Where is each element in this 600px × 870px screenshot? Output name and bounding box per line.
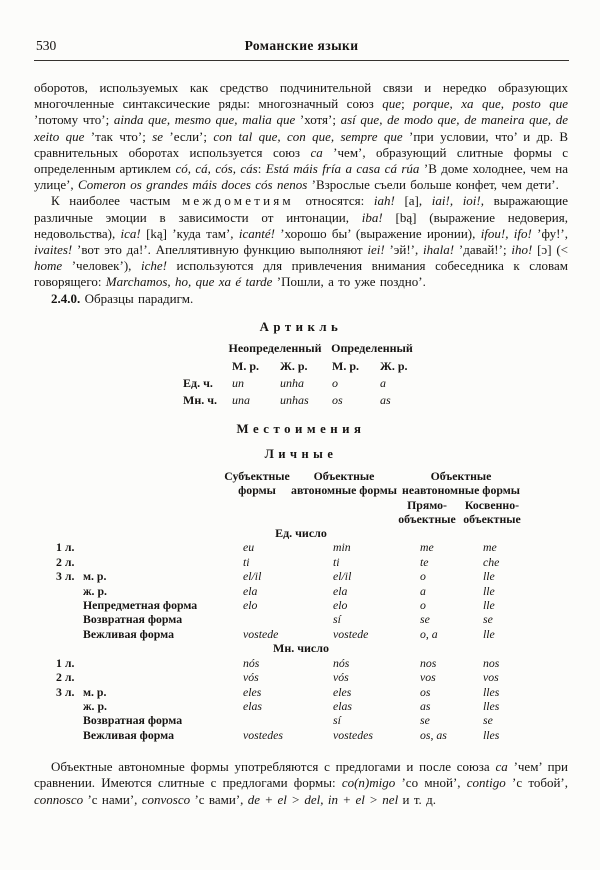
page-number: 530 — [36, 38, 57, 53]
table-cell: 1 л. — [56, 540, 75, 555]
text-segment: используются для привлечения внимания собеседника к словам говорящего: — [34, 258, 568, 290]
table-cell: el/il — [243, 569, 262, 584]
text-segment: ’фу!’, — [531, 225, 569, 241]
header-line: объектные — [398, 512, 456, 527]
pronoun-column-headers — [34, 469, 568, 526]
table-cell: 3 л. — [56, 569, 75, 584]
paragraph-conjunctions — [34, 80, 568, 193]
table-row — [56, 713, 568, 727]
table-cell — [56, 728, 83, 742]
plural-rows — [34, 656, 568, 742]
text-segment: ’Пошли, а то уже поздно’. — [272, 274, 426, 290]
text-segment: ainda que, mesmo que, malia que — [113, 112, 296, 128]
table-cell: м. р. — [83, 569, 107, 584]
text-segment: ’вот это да!’. Апеллятивную функцию выполняют — [72, 242, 368, 258]
table-cell: Мн. ч. — [183, 392, 218, 407]
table-cell: lle — [483, 569, 495, 584]
header-line: Объектные — [313, 468, 375, 483]
table-cell: eles — [333, 684, 352, 699]
header-line: Косвенно- — [464, 497, 520, 512]
table-cell: el/il — [333, 569, 352, 584]
table-cell — [56, 713, 83, 727]
table-cell: os — [332, 392, 343, 407]
table-cell: nós — [333, 655, 350, 670]
table-row — [56, 670, 568, 684]
header-line: автономные формы — [291, 483, 397, 498]
table-cell: 2 л. — [56, 554, 75, 569]
table-cell: ela — [243, 583, 258, 598]
text-segment: Está máis fría a casa cá rúa — [265, 161, 420, 177]
singular-rows — [34, 540, 568, 641]
text-segment: connosco — [34, 791, 84, 807]
table-cell: che — [483, 554, 500, 569]
text-segment: iah! — [373, 193, 395, 209]
table-row — [183, 375, 568, 392]
paragraph-interjections — [34, 193, 568, 290]
text-segment: ihala! — [423, 242, 455, 258]
table-cell: sí — [333, 612, 341, 627]
text-segment: convosco — [141, 791, 191, 807]
pronoun-table-title: Местоимения — [236, 421, 366, 436]
table-cell — [56, 584, 83, 598]
plural-section-header: Мн. число — [273, 641, 329, 656]
table-cell: o, a — [420, 626, 438, 641]
table-cell: Вежливая форма — [83, 727, 174, 742]
table-cell: 2 л. — [56, 670, 75, 685]
table-cell: ela — [333, 583, 348, 598]
text-segment: [bą] (выражение недоверия, недовольства), — [34, 209, 568, 241]
table-cell: lles — [483, 684, 500, 699]
text-segment: contigo — [466, 775, 506, 791]
text-segment: ca — [310, 144, 323, 160]
table-cell: Ед. ч. — [183, 375, 213, 390]
table-cell: Непредметная форма — [83, 597, 198, 612]
table-row — [56, 555, 568, 569]
text-segment: co(n)migo — [341, 775, 396, 791]
article-group-headers — [34, 341, 568, 358]
text-segment: ’с вами’, — [190, 791, 248, 807]
table-cell: un — [232, 375, 244, 390]
text-segment: ’чем’ при сравнении. Имеются слитные с предлогами формы: — [34, 759, 569, 791]
text-segment: относятся: — [295, 193, 374, 209]
header-line: объектные — [463, 512, 521, 527]
table-row — [56, 584, 568, 598]
table-cell: elas — [333, 698, 353, 713]
text-segment: Comeron os grandes máis doces cós nenos — [78, 177, 308, 193]
table-cell: 3 л. — [56, 684, 75, 699]
text-segment: ’потому что’; — [34, 112, 114, 128]
table-cell: sí — [333, 713, 341, 728]
paragraph-closing — [34, 759, 568, 808]
text-segment: ’эй!’, — [384, 242, 424, 258]
article-subheader-masc-def: М. р. — [332, 358, 359, 373]
table-cell: te — [420, 554, 429, 569]
table-cell: ti — [333, 554, 340, 569]
table-cell: as — [380, 392, 391, 407]
text-segment: Объектные автономные формы употребляются с предлогами и после союза — [51, 759, 496, 775]
text-segment: Образцы парадигм. — [80, 290, 194, 306]
table-cell: м. р. — [83, 684, 107, 699]
page-content — [34, 80, 568, 808]
text-segment: ’с нами’, — [83, 791, 142, 807]
article-table — [34, 341, 568, 409]
table-cell: o — [420, 569, 426, 584]
pronoun-header-indirect — [457, 498, 527, 527]
table-cell: min — [333, 540, 351, 555]
table-cell: a — [380, 375, 386, 390]
table-cell — [183, 358, 232, 375]
table-row — [183, 392, 568, 409]
table-cell: Вежливая форма — [83, 626, 174, 641]
text-segment: porque, xa que, posto que — [413, 96, 568, 112]
table-cell: vostede — [243, 626, 279, 641]
text-segment: Marchamos, ho, que xa é tarde — [105, 274, 273, 290]
table-cell: vostedes — [243, 727, 283, 742]
table-cell: lles — [483, 727, 500, 742]
table-cell: 1 л. — [56, 655, 75, 670]
table-cell: ж. р. — [83, 698, 107, 713]
text-segment: iba! — [361, 209, 383, 225]
table-cell — [56, 627, 83, 641]
text-segment: ’человек’), — [62, 258, 141, 274]
text-segment: así que, de modo que, de maneira que, de xeito que — [34, 112, 569, 144]
table-cell — [56, 699, 83, 713]
text-segment: ’при условии, что’ и др. В сравнительных оборотах используется союз — [34, 128, 568, 160]
table-cell: vós — [243, 670, 259, 685]
text-segment: ca — [495, 759, 508, 775]
text-segment: ’чем’, образующий слитные формы с определенным артиклем — [34, 144, 569, 177]
table-row — [56, 627, 568, 641]
text-segment: 2.4.0. — [51, 290, 81, 306]
table-cell: se — [483, 612, 493, 627]
text-segment: междометиям — [181, 193, 294, 209]
paragraph-section-240 — [34, 291, 568, 307]
article-table-title: Артикль — [259, 319, 343, 334]
table-cell: ti — [243, 554, 250, 569]
table-cell: eles — [243, 684, 262, 699]
running-title: Романские языки — [244, 38, 359, 53]
table-cell: unhas — [280, 392, 309, 407]
table-row — [56, 569, 568, 583]
text-segment: se — [152, 128, 164, 144]
table-cell — [83, 670, 243, 684]
header-line: формы — [238, 483, 276, 498]
table-cell: lle — [483, 597, 495, 612]
article-subheader-masc-indef: М. р. — [232, 358, 259, 373]
text-segment: ica! — [120, 225, 141, 241]
text-segment: ’В доме холоднее, чем на улице’, — [34, 161, 569, 193]
table-row — [56, 728, 568, 742]
text-segment: de + el > del, in + el > nel — [247, 791, 399, 807]
article-subheader-fem-def: Ж. р. — [380, 358, 408, 373]
table-cell: nos — [420, 655, 437, 670]
text-segment: ; — [401, 96, 414, 112]
table-cell — [83, 540, 243, 554]
table-cell: a — [420, 583, 426, 598]
header-line: неавтономные формы — [402, 483, 520, 498]
table-cell: os, as — [420, 727, 447, 742]
table-cell: se — [483, 713, 493, 728]
header-line: Субъектные — [224, 468, 290, 483]
table-row — [56, 656, 568, 670]
text-segment: ifou!, ifo! — [480, 225, 532, 241]
article-header-definite: Определенный — [331, 340, 413, 355]
table-row — [56, 540, 568, 554]
article-subheader-row — [183, 358, 568, 375]
text-segment: ’так что’; — [84, 128, 153, 144]
table-cell — [56, 598, 83, 612]
text-segment: К наиболее частым — [51, 193, 180, 209]
table-cell: ж. р. — [83, 583, 107, 598]
text-segment: ’давай!’; — [454, 242, 512, 258]
text-segment: iche! — [140, 258, 167, 274]
table-cell: me — [420, 540, 434, 555]
text-segment: [ɔ] (< — [532, 242, 568, 258]
text-segment: : — [257, 161, 266, 177]
table-cell: nos — [483, 655, 500, 670]
singular-section-header: Ед. число — [275, 525, 327, 540]
table-cell: vostedes — [333, 727, 373, 742]
pronoun-header-nonautonomous — [381, 469, 541, 498]
table-cell: lles — [483, 698, 500, 713]
text-segment: выражающие различные эмоции в зависимости от интонации, — [34, 193, 568, 225]
article-subheader-fem-indef: Ж. р. — [280, 358, 308, 373]
table-cell: se — [420, 612, 430, 627]
text-segment: и т. д. — [398, 791, 437, 807]
table-cell: elas — [243, 698, 263, 713]
page-header — [34, 38, 569, 61]
table-cell — [243, 713, 333, 727]
table-cell: vos — [420, 670, 436, 685]
text-segment: home — [34, 258, 63, 274]
pronoun-table-subtitle: Личные — [264, 446, 338, 461]
text-segment: [ką] ’куда там’, — [140, 225, 239, 241]
text-segment: ’хорошо бы’ (выражение иронии), — [274, 225, 481, 241]
table-cell: vostede — [333, 626, 369, 641]
text-segment: ivaites! — [34, 242, 73, 258]
article-header-indefinite: Неопределенный — [228, 340, 322, 355]
table-cell: elo — [333, 597, 348, 612]
text-segment: icanté! — [238, 225, 275, 241]
text-segment: [a], — [394, 193, 432, 209]
table-cell: me — [483, 540, 497, 555]
table-cell: nós — [243, 655, 260, 670]
table-cell: eu — [243, 540, 255, 555]
table-cell: Возвратная форма — [83, 612, 183, 627]
text-segment: ’если’; — [163, 128, 214, 144]
table-cell: Возвратная форма — [83, 713, 183, 728]
table-cell: se — [420, 713, 430, 728]
table-row — [56, 598, 568, 612]
table-row — [56, 699, 568, 713]
table-cell: o — [332, 375, 338, 390]
text-segment: iai!, ioi!, — [431, 193, 485, 209]
table-cell — [83, 555, 243, 569]
text-segment: iho! — [511, 242, 533, 258]
text-segment: ’со мной’, — [395, 775, 467, 791]
text-segment: ’с тобой’, — [505, 775, 568, 791]
text-segment: iei! — [367, 242, 385, 258]
table-cell: os — [420, 684, 431, 699]
header-line: Прямо- — [407, 497, 447, 512]
text-segment: оборотов, используемых как средство подчинительной связи и нередко образующих многочленные синтаксические ряды: многозначный союз — [34, 80, 568, 112]
header-line: Объектные — [430, 468, 492, 483]
text-segment: con tal que, con que, sempre que — [213, 128, 403, 144]
table-row — [56, 612, 568, 626]
table-cell — [56, 612, 83, 626]
table-cell: lle — [483, 626, 495, 641]
table-row — [56, 685, 568, 699]
table-cell — [83, 656, 243, 670]
pronoun-header-direct — [392, 498, 462, 527]
text-segment: ’Взрослые съели больше конфет, чем дети’. — [307, 177, 559, 193]
table-cell: as — [420, 698, 431, 713]
table-cell: vos — [483, 670, 499, 685]
table-cell: unha — [280, 375, 304, 390]
table-cell — [243, 612, 333, 626]
article-table-rows — [34, 375, 568, 409]
table-cell: o — [420, 597, 426, 612]
table-cell: lle — [483, 583, 495, 598]
text-segment: có, cá, cós, cás — [175, 161, 258, 177]
table-cell: elo — [243, 597, 258, 612]
text-segment: que — [382, 96, 402, 112]
text-segment: ’хотя’; — [295, 112, 341, 128]
table-cell: una — [232, 392, 250, 407]
table-cell: vós — [333, 670, 349, 685]
